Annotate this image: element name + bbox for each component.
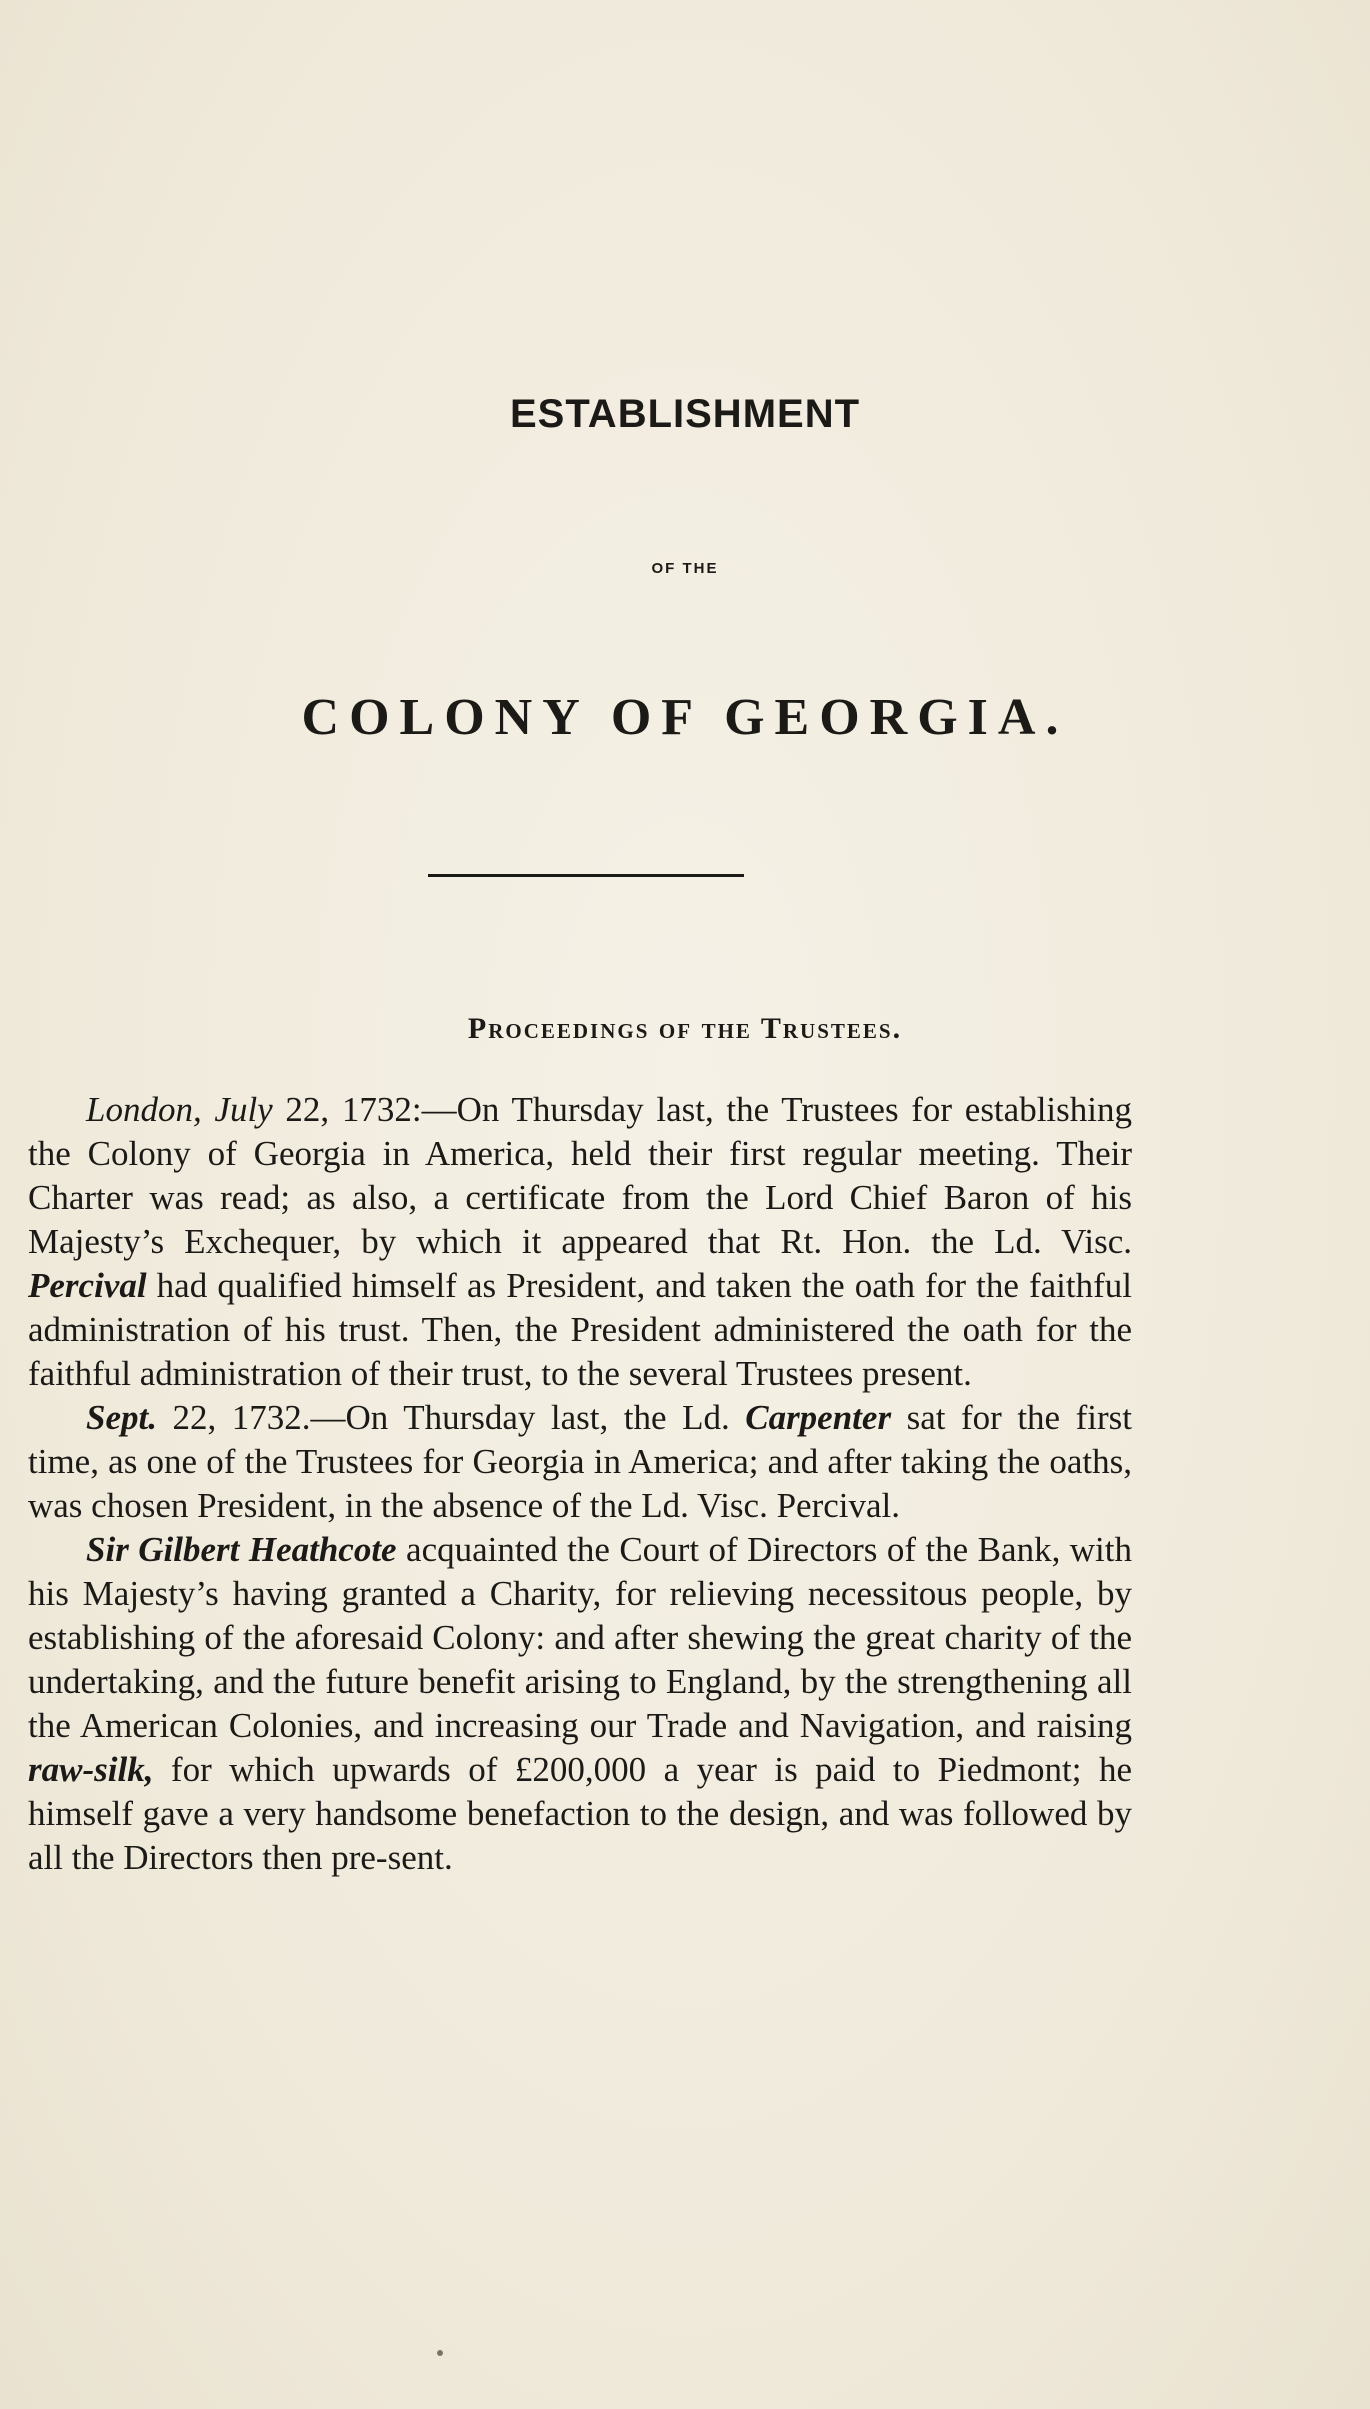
paragraph-text: for which upwards of £200,000 a year is paid to Piedmont; he himself gave a very handsome benefaction to the design, and was followed by all the Directors then pre-sent. [28,1750,1132,1877]
paragraph-text: acquainted the Court of Directors of the Bank, with his Majesty’s having granted a Charity, for relieving necessitous people, by establishing of the aforesaid Colony: and after shewing the great charity of the undertaking, and the future benefit arising to England, by the strengthening all the American Colonies, and increasing our Trade and Navigation, and raising [28,1530,1133,1745]
ink-speck [437,2350,443,2356]
person-name: Percival [28,1266,147,1305]
paragraph-sept-entry [28,1396,1132,1528]
person-name: Carpenter [745,1398,892,1437]
person-name: Sir Gilbert Heathcote [86,1530,397,1569]
month-name: July [214,1090,273,1129]
section-heading: Proceedings of the Trustees. [467,1012,903,1045]
title-divider [428,874,744,877]
month-name: Sept. [86,1398,157,1437]
paragraph-london-entry [28,1088,1132,1396]
place-name: London, [86,1090,202,1129]
paragraph-text: 22, 1732.—On Thursday last, the Ld. [156,1398,746,1437]
paragraph-heathcote-entry [28,1528,1132,1880]
title-connector: OF THE [651,560,719,577]
page-title: ESTABLISHMENT [509,392,861,436]
paragraph-text: had qualified himself as President, and taken the oath for the faithful administration of his trust. Then, the President administered the oath for the faithful administration of their trust, to the several Trustees present. [28,1266,1132,1393]
term: raw-silk, [28,1750,154,1789]
paragraph-text: sat for the first time, as one of the Trustees for Georgia in America; and after taking the oaths, was chosen President, in the absence of the Ld. Visc. Percival. [28,1398,1132,1525]
page-subtitle: COLONY OF GEORGIA. [301,689,1069,746]
paragraph-text: 22, 1732:—On Thursday last, the Trustees for establishing the Colony of Georgia in America, held their first regular meeting. Their Charter was read; as also, a certificate from the Lord Chief Baron of his Majesty’s Exchequer, by which it appeared that Rt. Hon. the Ld. Visc. [28,1090,1132,1261]
body-text [28,1088,1132,1880]
